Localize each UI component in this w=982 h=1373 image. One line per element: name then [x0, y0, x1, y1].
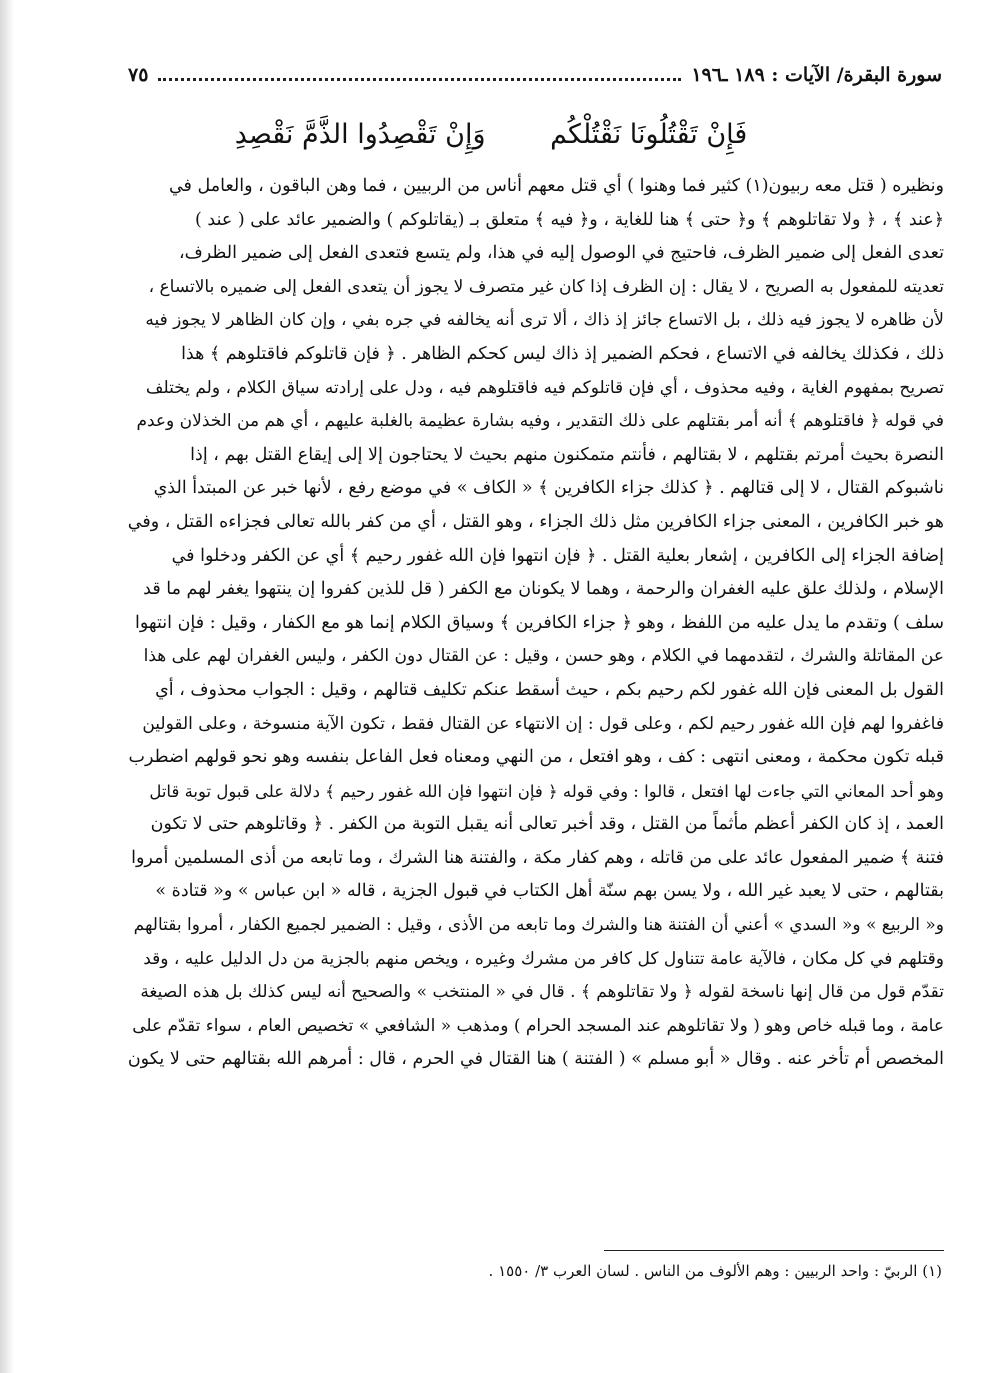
page-header [128, 58, 942, 92]
text-line: العمد ، إذ كان الكفر أعظم مأثماً من القتل ، وقد أخبر تعالى أنه يقبل التوبة من الكفر . ﴿ وقاتلوهم حتى لا تكون [150, 814, 944, 835]
poetry-verse [140, 110, 842, 160]
text-line: قبله تكون محكمة ، ومعنى انتهى : كف ، وهو افتعل ، من النهي ومعناه فعل الفاعل بنفسه وهو نحو قولهم اضطرب [128, 747, 944, 768]
text-line: بقتالهم ، حتى لا يعبد غير الله ، ولا يسن بهم سنّة أهل الكتاب في قبول الجزية ، قاله « ابن عباس » و« قتادة » [155, 881, 944, 902]
text-line: هو خبر الكافرين ، المعنى جزاء الكافرين مثل ذلك الجزاء ، وهو القتل ، أي من كفر بالله تعالى فجزاءه القتل ، وفي [128, 511, 944, 532]
text-line: ونظيره ( قتل معه ربيون(١) كثير فما وهنوا ) أي قتل معهم أناس من الربيين ، فما وهن الباقون ، والعامل في [168, 176, 944, 196]
text-line: تعديته للمفعول به الصريح ، لا يقال : إن الظرف إذا كان غير متصرف لا يجوز أن يتعدى الفعل إلى ضميره بالاتساع ، [148, 276, 944, 297]
text-line: فاغفروا لهم فإن الله غفور رحيم لكم ، وعلى قول : إن الانتهاء عن القتال فقط ، تكون الآية منسوخة ، وعلى القولين [142, 713, 944, 734]
text-line: الإسلام ، ولذلك علق عليه الغفران والرحمة ، وهما لا يكونان مع الكفر ( قل للذين كفروا إن ينتهوا يغفر لهم ما قد [143, 579, 944, 600]
text-line: المخصص أم تأخر عنه . وقال « أبو مسلم » ( الفتنة ) هنا القتال في الحرم ، قال : أمرهم الله بقتالهم حتى لا يكون [128, 1049, 944, 1070]
verse-hemistich-2: وَإِنْ تَقْصِدُوا الذَّمَّ نَقْصِدِ [234, 119, 486, 150]
leader-dots [158, 74, 681, 81]
text-line: النصرة بحيث أمرتم بقتلهم ، لا بقتالهم ، فأنتم متمكنون منهم بحيث لا يحتاجون إلا إلى إيقاع القتل بهم ، إذا [190, 444, 944, 465]
text-line: تعدى الفعل إلى ضمير الظرف، فاحتيج في الوصول إليه في هذا، ولم يتسع فتعدى الفعل إلى ضمير الظرف، [178, 243, 944, 264]
text-line: في قوله ﴿ فاقتلوهم ﴾ أنه أمر بقتلهم على ذلك التقدير ، وفيه بشارة عظيمة بالغلبة عليهم ، أي هم من الخذلان وعدم [136, 411, 944, 432]
text-line: تقدّم قول من قال إنها ناسخة لقوله ﴿ ولا تقاتلوهم ﴾ . قال في « المنتخب » والصحيح أنه ليس كذلك بل هذه الصيغة [140, 982, 944, 1003]
footnote: (١) الربيّ : واحد الربيين : وهم الألوف من الناس . لسان العرب ٣/ ١٥٥٠ . [488, 1262, 942, 1280]
text-line: سلف ) وتقدم ما يدل عليه من اللفظ ، وهو ﴿ جزاء الكافرين ﴾ وسياق الكلام إنما هو مع الكفار ، وقيل : فإن انتهوا [135, 612, 944, 633]
verse-hemistich-1: فَإِنْ تَقْتُلُونَا نَقْتُلْكُم [550, 119, 748, 150]
text-line: ﴿عند ﴾ ، ﴿ ولا تقاتلوهم ﴾ و﴿ حتى ﴾ هنا للغاية ، و﴿ فيه ﴾ متعلق بـ (يقاتلوكم ) والضمير عائد على ( عند ) [195, 209, 944, 230]
text-line: ذلك ، فكذلك يخالفه في الاتساع ، فحكم الضمير إذ ذاك ليس كحكم الظاهر . ﴿ فإن قاتلوكم فاقتلوهم ﴾ هذا [181, 343, 944, 364]
text-line: و« الربيع » و« السدي » أعني أن الفتنة هنا والشرك وما تابعه من الأذى ، وقيل : الضمير لجميع الكفار ، أمروا بقتالهم [133, 915, 944, 936]
text-line: إضافة الجزاء إلى الكافرين ، إشعار بعلية القتل . ﴿ فإن انتهوا فإن الله غفور رحيم ﴾ أي عن الكفر ودخلوا في [171, 545, 944, 566]
scan-edge-shadow [0, 0, 14, 1373]
running-title: سورة البقرة/ الآيات : ١٨٩ ـ١٩٦ [691, 64, 942, 86]
text-line: تصريح بمفهوم الغاية ، وفيه محذوف ، أي فإن قاتلوكم فيه فاقتلوهم فيه ، ودل على إرادته سياق الكلام ، ولم يختلف [145, 377, 944, 398]
text-line: القول بل المعنى فإن الله غفور لكم رحيم بكم ، حيث أسقط عنكم تكليف قتالهم ، وقيل : الجواب محذوف ، أي [155, 679, 944, 700]
page-number: ٧٥ [128, 64, 149, 86]
text-line: فتنة ﴾ ضمير المفعول عائد على من قاتله ، وهم كفار مكة ، والفتنة هنا الشرك ، وما تابعه من أذى المسلمين أمروا [131, 847, 944, 868]
text-line: وقتلهم في كل مكان ، فالآية عامة تتناول كل كافر من مشرك وغيره ، ويخص منهم بالجزية من دل الدليل عليه ، وقد [143, 948, 944, 969]
text-line: لأن ظاهره لا يجوز فيه ذلك ، بل الاتساع جائز إذ ذاك ، ألا ترى أنه يخالفه في جره بفي ، وإن كان الظاهر لا يجوز فيه [145, 310, 944, 331]
text-line: وهو أحد المعاني التي جاءت لها افتعل ، قالوا : وفي قوله ﴿ فإن انتهوا فإن الله غفور رحيم ﴾ دلالة على قبول توبة قاتل [149, 781, 944, 801]
body-text [128, 170, 944, 1077]
text-line: عن المقاتلة والشرك ، لتقدمهما في الكلام ، وهو حسن ، وقيل : عن القتال دون الكفر ، وليس الغفران لهم على هذا [143, 646, 944, 667]
text-line: عامة ، وما قبله خاص وهو ( ولا تقاتلوهم عند المسجد الحرام ) ومذهب « الشافعي » تخصيص العام ، سواء تقدّم على [132, 1015, 944, 1036]
footnote-divider [604, 1250, 944, 1251]
text-line: ناشبوكم القتال ، لا إلى قتالهم . ﴿ كذلك جزاء الكافرين ﴾ « الكاف » في موضع رفع ، لأنها خبر عن المبتدأ الذي [153, 478, 944, 499]
